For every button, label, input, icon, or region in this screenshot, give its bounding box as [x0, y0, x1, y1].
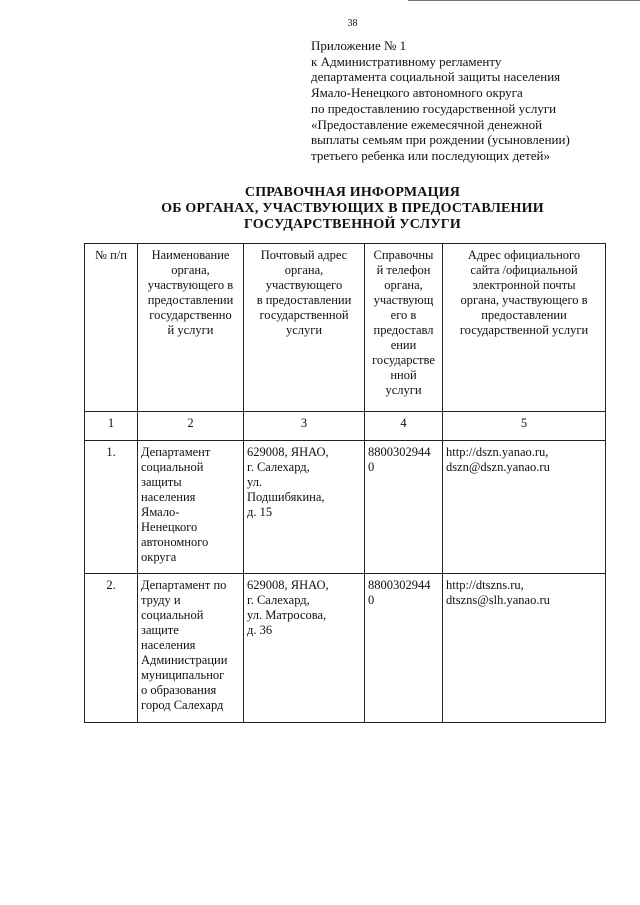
phone-number [365, 574, 443, 723]
cell-line: округа [141, 550, 177, 564]
cell-line: Справочны [373, 248, 434, 262]
cell-line: о образования [141, 683, 217, 697]
top-rule [408, 0, 640, 1]
cell-line: защите [141, 623, 179, 637]
page-number: 38 [347, 18, 358, 29]
cell-line: г. Салехард, [247, 593, 310, 607]
column-header [244, 244, 365, 412]
row-number: 1. [85, 441, 138, 574]
cell-line: автономного [141, 535, 209, 549]
cell-line: государственно [149, 308, 232, 322]
column-number: 3 [244, 412, 365, 441]
column-number: 1 [85, 412, 138, 441]
cell-line: социальной [141, 608, 204, 622]
appendix-line: департамента социальной защиты населения [311, 69, 561, 85]
cell-line: г. Салехард, [247, 460, 310, 474]
cell-line: ул. Матросова, [247, 608, 327, 622]
appendix-line: Приложение № 1 [311, 38, 407, 53]
cell-line: участвующего в [147, 278, 234, 292]
cell-line: 629008, ЯНАО, [247, 578, 329, 592]
cell-line: участвующ [373, 293, 434, 307]
appendix-line: к Административному регламенту [311, 53, 502, 69]
cell-line: предоставл [373, 323, 434, 337]
row-number: 2. [85, 574, 138, 723]
document-heading [0, 185, 640, 233]
column-number: 5 [443, 412, 606, 441]
heading-line: ГОСУДАРСТВЕННОЙ УСЛУГИ [244, 217, 461, 232]
cell-line: услуги [285, 323, 323, 337]
header-row [85, 244, 606, 412]
cell-line: Наименование [151, 248, 230, 262]
agency-name [138, 574, 244, 723]
cell-line: населения [141, 638, 196, 652]
cell-line: органа, [171, 263, 210, 277]
cell-line: социальной [141, 460, 204, 474]
heading-line: СПРАВОЧНАЯ ИНФОРМАЦИЯ [244, 185, 461, 200]
appendix-line: Ямало-Ненецкого автономного округа [311, 85, 523, 101]
column-header [85, 244, 138, 412]
cell-line: защиты [141, 475, 182, 489]
cell-line: № п/п [95, 248, 127, 262]
column-header [138, 244, 244, 412]
cell-line: в предоставлении [256, 293, 352, 307]
cell-line: муниципальног [141, 668, 225, 682]
cell-line: электронной почты [472, 278, 576, 292]
cell-line: 0 [368, 593, 375, 607]
cell-line: предоставлении [481, 308, 567, 322]
appendix-note [311, 38, 631, 164]
cell-line: государстве [372, 353, 435, 367]
column-header [443, 244, 606, 412]
postal-address [244, 574, 365, 723]
cell-line: его в [390, 308, 417, 322]
cell-line: предоставлении [147, 293, 234, 307]
cell-line: сайта /официальной [470, 263, 578, 277]
cell-line: органа, участвующего в [460, 293, 588, 307]
agencies-table [84, 243, 606, 723]
cell-line: труду и [141, 593, 181, 607]
cell-line: населения [141, 490, 196, 504]
cell-line: государственной услуги [459, 323, 589, 337]
cell-line: http://dtszns.ru, [446, 578, 524, 592]
cell-line: й услуги [167, 323, 214, 337]
cell-line: 8800302944 [368, 445, 431, 459]
column-number: 2 [138, 412, 244, 441]
cell-line: й телефон [376, 263, 431, 277]
cell-line: Почтовый адрес [260, 248, 348, 262]
appendix-line: выплаты семьям при рождении (усыновлении) [311, 132, 570, 148]
cell-line: Департамент [141, 445, 211, 459]
cell-line: Адрес официального [467, 248, 581, 262]
cell-line: ул. [247, 475, 263, 489]
website-email [443, 574, 606, 723]
cell-line: д. 36 [247, 623, 273, 637]
cell-line: город Салехард [141, 698, 224, 712]
cell-line: Ненецкого [141, 520, 198, 534]
cell-line: органа, [284, 263, 324, 277]
column-header [365, 244, 443, 412]
cell-line: 629008, ЯНАО, [247, 445, 329, 459]
cell-line: нной [390, 368, 417, 382]
cell-line: 0 [368, 460, 375, 474]
cell-line: ении [390, 338, 417, 352]
agency-name [138, 441, 244, 574]
cell-line: участвующего [265, 278, 343, 292]
website-email [443, 441, 606, 574]
column-number-row [85, 412, 606, 441]
column-number: 4 [365, 412, 443, 441]
postal-address [244, 441, 365, 574]
cell-line: услуги [385, 383, 422, 397]
cell-line: государственной [259, 308, 349, 322]
cell-line: Департамент по [141, 578, 227, 592]
cell-line: 8800302944 [368, 578, 431, 592]
cell-line: Администрации [141, 653, 228, 667]
cell-line: д. 15 [247, 505, 273, 519]
heading-line: ОБ ОРГАНАХ, УЧАСТВУЮЩИХ В ПРЕДОСТАВЛЕНИИ [161, 201, 544, 216]
appendix-line: по предоставлению государственной услуги [311, 100, 557, 116]
cell-line: Подшибякина, [247, 490, 325, 504]
cell-line: http://dszn.yanao.ru, [446, 445, 549, 459]
appendix-line: «Предоставление ежемесячной денежной [311, 116, 543, 132]
cell-line: органа, [384, 278, 423, 292]
phone-number [365, 441, 443, 574]
cell-line: dszn@dszn.yanao.ru [446, 460, 550, 474]
table-row [85, 441, 606, 574]
appendix-line: третьего ребенка или последующих детей» [311, 147, 550, 163]
cell-line: Ямало- [141, 505, 180, 519]
table-row [85, 574, 606, 723]
cell-line: dtszns@slh.yanao.ru [446, 593, 550, 607]
